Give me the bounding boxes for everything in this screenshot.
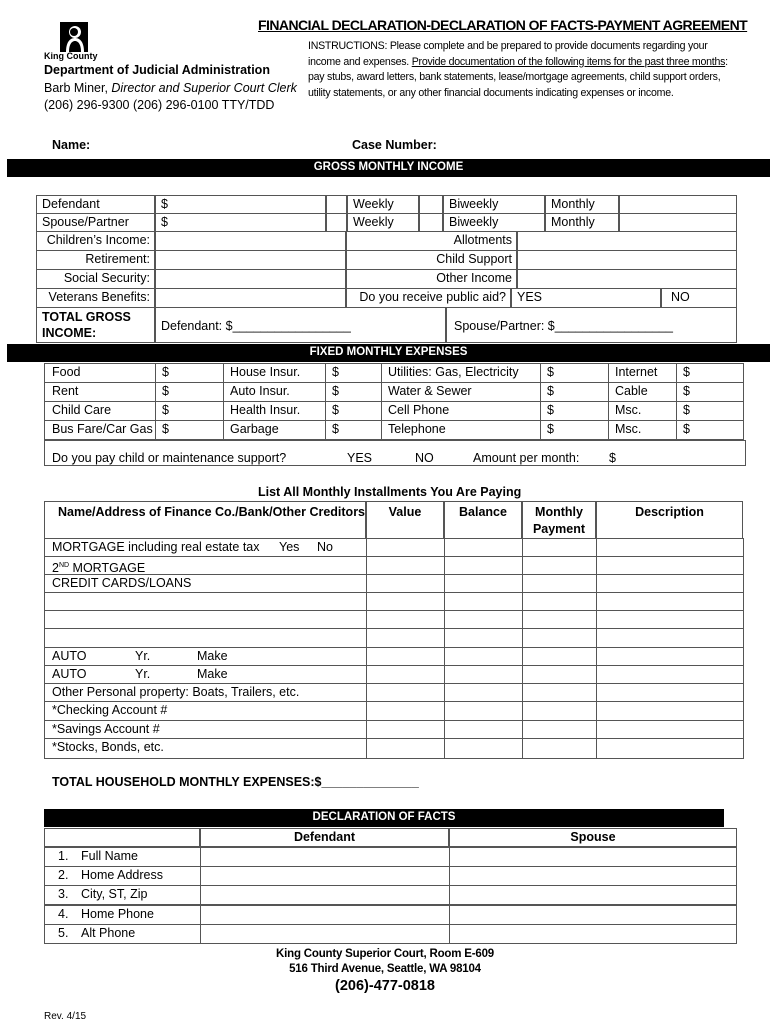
installment-field[interactable] bbox=[522, 628, 597, 648]
amount-per-month-field[interactable]: $ bbox=[609, 451, 616, 465]
installment-field[interactable] bbox=[596, 574, 744, 593]
checking-account-label: *Checking Account # bbox=[52, 703, 168, 717]
installment-field[interactable] bbox=[522, 574, 597, 593]
expense-amount-field[interactable]: $ bbox=[325, 363, 382, 383]
installment-field[interactable] bbox=[522, 683, 597, 702]
declaration-number: 1. bbox=[58, 849, 69, 863]
auto-make-field[interactable]: Make bbox=[197, 667, 228, 681]
spouse-fact-field[interactable] bbox=[449, 885, 737, 905]
installment-row-label bbox=[44, 701, 367, 721]
expense-label: Utilities: Gas, Electricity bbox=[381, 363, 541, 383]
installment-field[interactable] bbox=[522, 556, 597, 575]
phone-numbers: (206) 296-9300 (206) 296-0100 TTY/TDD bbox=[44, 98, 275, 112]
installment-field[interactable] bbox=[444, 701, 523, 721]
total-spouse-field[interactable] bbox=[446, 307, 737, 343]
total-household-expenses: TOTAL HOUSEHOLD MONTHLY EXPENSES:$______________ bbox=[52, 775, 419, 789]
expense-label: Internet bbox=[608, 363, 677, 383]
expense-amount-field[interactable]: $ bbox=[676, 382, 744, 402]
childrens-income-label: Children’s Income: bbox=[36, 231, 155, 251]
director-line bbox=[44, 81, 297, 95]
installment-row-label bbox=[44, 628, 367, 648]
installment-field[interactable] bbox=[366, 701, 445, 721]
installment-field[interactable] bbox=[366, 628, 445, 648]
installment-row-label bbox=[44, 592, 367, 611]
expense-amount-field[interactable]: $ bbox=[325, 420, 382, 440]
installment-field[interactable] bbox=[366, 556, 445, 575]
footer-phone: (206)-477-0818 bbox=[335, 978, 435, 994]
defendant-fact-field[interactable] bbox=[200, 847, 450, 867]
installment-field[interactable] bbox=[444, 683, 523, 702]
col-monthly-text: Monthly Payment bbox=[532, 505, 586, 536]
gross-income-heading: GROSS MONTHLY INCOME bbox=[7, 159, 770, 177]
expense-amount-field[interactable]: $ bbox=[155, 420, 224, 440]
instructions-text-2: : pay stubs, award letters, bank statements, lease/mortgage agreements, child support orders, utility statements, or any other financial documents indicating expenses or income. bbox=[308, 55, 728, 99]
mortgage-no-option[interactable]: No bbox=[317, 540, 333, 554]
spouse-fact-field[interactable] bbox=[449, 905, 737, 925]
declaration-number: 5. bbox=[58, 926, 69, 940]
veterans-benefits-label: Veterans Benefits: bbox=[36, 288, 155, 308]
spouse-fact-field[interactable] bbox=[449, 866, 737, 886]
social-security-field[interactable] bbox=[155, 269, 346, 289]
second-mortgage-suffix: MORTGAGE bbox=[69, 561, 146, 575]
installment-field[interactable] bbox=[444, 738, 523, 759]
public-aid-no-label: NO bbox=[671, 290, 690, 304]
defendant-weekly-check[interactable] bbox=[419, 195, 443, 214]
declaration-number: 2. bbox=[58, 868, 69, 882]
declaration-item-label: Alt Phone bbox=[81, 926, 136, 940]
installment-field[interactable] bbox=[444, 610, 523, 629]
spouse-weekly-option[interactable]: Weekly bbox=[347, 213, 419, 232]
col-balance: Balance bbox=[444, 501, 522, 539]
amount-per-month-label: Amount per month: bbox=[473, 451, 580, 465]
instructions-underlined: Provide documentation of the following items for the past three months bbox=[411, 55, 726, 68]
spouse-blank-field[interactable] bbox=[326, 213, 347, 232]
expense-label: Cable bbox=[608, 382, 677, 402]
installment-field[interactable] bbox=[596, 610, 744, 629]
expense-label: Cell Phone bbox=[381, 401, 541, 421]
installment-field[interactable] bbox=[522, 738, 597, 759]
installment-row-label bbox=[44, 683, 367, 702]
total-spouse-text: Spouse/Partner: $_________________ bbox=[454, 319, 673, 333]
installment-field[interactable] bbox=[444, 665, 523, 684]
total-defendant-field[interactable] bbox=[155, 307, 446, 343]
spouse-fact-field[interactable] bbox=[449, 924, 737, 944]
director-name: Barb Miner, bbox=[44, 81, 108, 95]
decl-corner bbox=[44, 828, 200, 847]
support-question-row bbox=[44, 440, 746, 466]
defendant-weekly-option[interactable]: Weekly bbox=[347, 195, 419, 214]
installment-field[interactable] bbox=[444, 556, 523, 575]
public-aid-yes-option[interactable]: YES bbox=[511, 288, 661, 308]
expense-amount-field[interactable]: $ bbox=[540, 382, 609, 402]
installment-field[interactable] bbox=[596, 701, 744, 721]
expense-amount-field[interactable]: $ bbox=[540, 401, 609, 421]
installment-field[interactable] bbox=[444, 574, 523, 593]
installment-field[interactable] bbox=[366, 538, 445, 557]
support-no-option[interactable]: NO bbox=[415, 451, 434, 465]
spouse-amount-field[interactable]: $ bbox=[155, 213, 326, 232]
installment-field[interactable] bbox=[366, 610, 445, 629]
installment-field[interactable] bbox=[596, 665, 744, 684]
installment-field[interactable] bbox=[596, 647, 744, 666]
declaration-item-label: Full Name bbox=[81, 849, 138, 863]
declaration-item bbox=[44, 885, 201, 905]
declaration-item-label: City, ST, Zip bbox=[81, 887, 148, 901]
declaration-item-label: Home Address bbox=[81, 868, 163, 882]
credit-cards-label: CREDIT CARDS/LOANS bbox=[52, 576, 192, 590]
installment-field[interactable] bbox=[366, 720, 445, 739]
declaration-item bbox=[44, 924, 201, 944]
dept-name: Department of Judicial Administration bbox=[44, 63, 270, 77]
savings-account-label: *Savings Account # bbox=[52, 722, 160, 736]
stocks-bonds-label: *Stocks, Bonds, etc. bbox=[52, 740, 164, 754]
declaration-heading: DECLARATION OF FACTS bbox=[44, 809, 724, 827]
spouse-biweekly-option[interactable]: Biweekly bbox=[443, 213, 545, 232]
name-label: Name: bbox=[52, 138, 91, 152]
installment-field[interactable] bbox=[366, 574, 445, 593]
total-gross-label bbox=[36, 307, 155, 343]
installment-field[interactable] bbox=[366, 647, 445, 666]
installment-row-label bbox=[44, 610, 367, 629]
declaration-item-label: Home Phone bbox=[81, 907, 154, 921]
installment-field[interactable] bbox=[596, 720, 744, 739]
spouse-fact-field[interactable] bbox=[449, 847, 737, 867]
instructions bbox=[308, 39, 728, 101]
installment-field[interactable] bbox=[522, 701, 597, 721]
director-title: Director and Superior Court Clerk bbox=[111, 81, 297, 95]
expense-label: Telephone bbox=[381, 420, 541, 440]
allotments-field[interactable] bbox=[517, 231, 737, 251]
expense-label: Water & Sewer bbox=[381, 382, 541, 402]
installment-field[interactable] bbox=[522, 720, 597, 739]
installment-field[interactable] bbox=[366, 592, 445, 611]
defendant-monthly-check[interactable] bbox=[619, 195, 737, 214]
total-gross-text: TOTAL GROSS INCOME: bbox=[42, 310, 131, 340]
childrens-income-field[interactable] bbox=[155, 231, 346, 251]
installment-field[interactable] bbox=[596, 628, 744, 648]
expense-amount-field[interactable]: $ bbox=[155, 401, 224, 421]
auto-make-field[interactable]: Make bbox=[197, 649, 228, 663]
defendant-fact-field[interactable] bbox=[200, 905, 450, 925]
public-aid-no-option[interactable] bbox=[661, 288, 737, 308]
footer-address: 516 Third Avenue, Seattle, WA 98104 bbox=[289, 963, 481, 975]
installment-field[interactable] bbox=[596, 738, 744, 759]
col-description: Description bbox=[596, 501, 743, 539]
installment-field[interactable] bbox=[522, 647, 597, 666]
declaration-item bbox=[44, 847, 201, 867]
defendant-fact-field[interactable] bbox=[200, 924, 450, 944]
installment-field[interactable] bbox=[596, 592, 744, 611]
installment-field[interactable] bbox=[366, 683, 445, 702]
veterans-benefits-field[interactable] bbox=[155, 288, 346, 308]
declaration-number: 4. bbox=[58, 907, 69, 921]
col-spouse: Spouse bbox=[449, 828, 737, 847]
allotments-label: Allotments bbox=[346, 231, 517, 251]
col-creditors: Name/Address of Finance Co./Bank/Other Creditors bbox=[44, 501, 366, 539]
spouse-weekly-check[interactable] bbox=[419, 213, 443, 232]
installment-row-label bbox=[44, 720, 367, 739]
installment-row-label bbox=[44, 538, 367, 557]
expense-amount-field[interactable]: $ bbox=[676, 363, 744, 383]
auto-label: AUTO bbox=[52, 649, 87, 663]
fixed-expenses-heading: FIXED MONTHLY EXPENSES bbox=[7, 344, 770, 362]
installment-field[interactable] bbox=[596, 556, 744, 575]
defendant-monthly-option[interactable]: Monthly bbox=[545, 195, 619, 214]
installment-field[interactable] bbox=[596, 538, 744, 557]
child-support-field[interactable] bbox=[517, 250, 737, 270]
col-defendant: Defendant bbox=[200, 828, 449, 847]
spouse-monthly-check[interactable] bbox=[619, 213, 737, 232]
org-name: King County bbox=[44, 51, 98, 61]
installment-field[interactable] bbox=[444, 720, 523, 739]
declaration-item bbox=[44, 866, 201, 886]
expense-amount-field[interactable]: $ bbox=[155, 382, 224, 402]
spouse-label: Spouse/Partner bbox=[36, 213, 155, 232]
defendant-fact-field[interactable] bbox=[200, 866, 450, 886]
defendant-label: Defendant bbox=[36, 195, 155, 214]
installment-field[interactable] bbox=[444, 592, 523, 611]
expense-label: Msc. bbox=[608, 401, 677, 421]
installment-field[interactable] bbox=[444, 538, 523, 557]
defendant-blank-field[interactable] bbox=[326, 195, 347, 214]
installment-field[interactable] bbox=[522, 610, 597, 629]
installment-field[interactable] bbox=[522, 592, 597, 611]
declaration-item bbox=[44, 905, 201, 925]
expense-label: House Insur. bbox=[223, 363, 326, 383]
installment-field[interactable] bbox=[366, 738, 445, 759]
expense-label: Child Care bbox=[44, 401, 156, 421]
expense-amount-field[interactable]: $ bbox=[325, 382, 382, 402]
expense-amount-field[interactable]: $ bbox=[325, 401, 382, 421]
defendant-fact-field[interactable] bbox=[200, 885, 450, 905]
expense-amount-field[interactable]: $ bbox=[540, 420, 609, 440]
declaration-number: 3. bbox=[58, 887, 69, 901]
support-question: Do you pay child or maintenance support? bbox=[52, 451, 287, 465]
second-mortgage-prefix: 2 bbox=[52, 561, 59, 575]
other-property-label: Other Personal property: Boats, Trailers, etc. bbox=[52, 685, 300, 699]
expense-label: Food bbox=[44, 363, 156, 383]
retirement-label: Retirement: bbox=[36, 250, 155, 270]
expense-amount-field[interactable]: $ bbox=[540, 363, 609, 383]
expense-label: Auto Insur. bbox=[223, 382, 326, 402]
installment-row-label bbox=[44, 738, 367, 759]
mortgage-yes-option[interactable]: Yes bbox=[279, 540, 300, 554]
installment-field[interactable] bbox=[444, 628, 523, 648]
defendant-biweekly-option[interactable]: Biweekly bbox=[443, 195, 545, 214]
case-number-label: Case Number: bbox=[352, 138, 437, 152]
installment-field[interactable] bbox=[596, 683, 744, 702]
col-monthly-payment bbox=[522, 501, 596, 539]
installments-heading: List All Monthly Installments You Are Paying bbox=[258, 485, 522, 499]
installment-field[interactable] bbox=[522, 665, 597, 684]
spouse-monthly-option[interactable]: Monthly bbox=[545, 213, 619, 232]
auto-label: AUTO bbox=[52, 667, 87, 681]
form-title: FINANCIAL DECLARATION-DECLARATION OF FACTS-PAYMENT AGREEMENT bbox=[258, 17, 748, 33]
installment-field[interactable] bbox=[522, 538, 597, 557]
expense-amount-field[interactable]: $ bbox=[155, 363, 224, 383]
defendant-amount-field[interactable]: $ bbox=[155, 195, 326, 214]
mortgage-label: MORTGAGE including real estate tax bbox=[52, 540, 260, 554]
expense-amount-field[interactable]: $ bbox=[676, 420, 744, 440]
installment-row-label bbox=[44, 574, 367, 593]
installment-field[interactable] bbox=[444, 647, 523, 666]
installment-field[interactable] bbox=[366, 665, 445, 684]
king-county-logo bbox=[60, 22, 88, 52]
installment-row-label bbox=[44, 647, 367, 666]
child-support-label: Child Support bbox=[346, 250, 517, 270]
social-security-label: Social Security: bbox=[36, 269, 155, 289]
other-income-label: Other Income bbox=[346, 269, 517, 289]
auto-year-field[interactable]: Yr. bbox=[135, 667, 151, 681]
auto-year-field[interactable]: Yr. bbox=[135, 649, 151, 663]
expense-label: Health Insur. bbox=[223, 401, 326, 421]
other-income-field[interactable] bbox=[517, 269, 737, 289]
public-aid-question: Do you receive public aid? bbox=[346, 288, 511, 308]
col-value: Value bbox=[366, 501, 444, 539]
expense-label: Bus Fare/Car Gas bbox=[44, 420, 156, 440]
expense-amount-field[interactable]: $ bbox=[676, 401, 744, 421]
expense-label: Msc. bbox=[608, 420, 677, 440]
total-defendant-text: Defendant: $_________________ bbox=[161, 319, 351, 333]
installment-row-label bbox=[44, 665, 367, 684]
retirement-field[interactable] bbox=[155, 250, 346, 270]
support-yes-option[interactable]: YES bbox=[347, 451, 373, 465]
revision-label: Rev. 4/15 bbox=[44, 1011, 87, 1022]
second-mortgage-label bbox=[44, 556, 367, 575]
footer-court: King County Superior Court, Room E-609 bbox=[276, 948, 494, 960]
expense-label: Garbage bbox=[223, 420, 326, 440]
expense-label: Rent bbox=[44, 382, 156, 402]
second-mortgage-sup: ND bbox=[58, 562, 70, 569]
instructions-text-1: INSTRUCTIONS: Please complete and be prepared to provide documents regarding your income and expenses. bbox=[308, 40, 708, 68]
